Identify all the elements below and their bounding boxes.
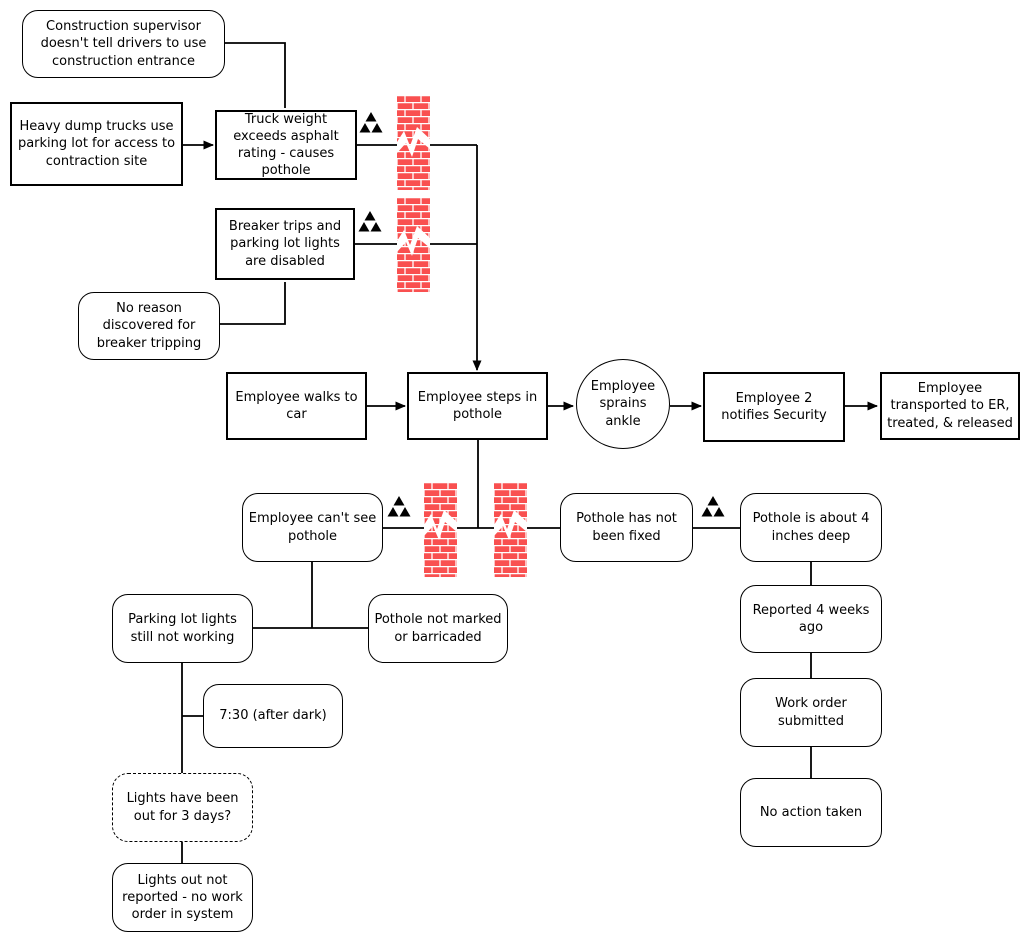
barrier-brick-icon bbox=[397, 95, 430, 190]
node-truck-weight-exceeds[interactable] bbox=[215, 110, 357, 180]
barrier-brick-icon bbox=[494, 482, 527, 577]
edge-supervisor-to-truckweight bbox=[225, 43, 285, 108]
node-label: Construction supervisor doesn't tell drivers to use construction entrance bbox=[40, 19, 207, 69]
node-label: Employee steps in pothole bbox=[417, 389, 538, 422]
node-label: Reported 4 weeks ago bbox=[752, 602, 870, 635]
node-label: Pothole not marked or barricaded bbox=[374, 612, 502, 645]
node-label: 7:30 (after dark) bbox=[219, 708, 327, 724]
node-label: Pothole has not been fixed bbox=[576, 511, 677, 544]
node-lights-not-reported[interactable] bbox=[112, 863, 253, 932]
node-work-order-submitted[interactable] bbox=[740, 678, 882, 747]
node-lights-out-3-days[interactable] bbox=[112, 773, 253, 842]
node-pothole-not-marked[interactable] bbox=[368, 594, 508, 663]
node-label: No reason discovered for breaker tripping bbox=[96, 301, 202, 351]
node-label: Lights out not reported - no work order in system bbox=[122, 872, 243, 923]
node-label: Parking lot lights still not working bbox=[128, 612, 237, 645]
safeguard-triangles-icon bbox=[359, 112, 383, 133]
node-label: Employee 2 notifies Security bbox=[721, 390, 827, 423]
node-label: Breaker trips and parking lot lights are disabled bbox=[228, 219, 342, 269]
node-label: Employee sprains ankle bbox=[590, 379, 656, 429]
barrier-brick-icon bbox=[397, 197, 430, 292]
node-pothole-4-inches-deep[interactable] bbox=[740, 493, 882, 562]
edge-noreason-to-breaker bbox=[220, 282, 285, 324]
node-label: Employee transported to ER, treated, & released bbox=[887, 381, 1013, 431]
barrier-brick-icon bbox=[424, 482, 457, 577]
node-no-reason-breaker[interactable] bbox=[78, 292, 220, 360]
node-pothole-not-fixed[interactable] bbox=[560, 493, 693, 562]
safeguard-triangles-icon bbox=[387, 496, 411, 517]
node-label: Work order submitted bbox=[775, 696, 847, 729]
node-reported-4-weeks[interactable] bbox=[740, 585, 882, 653]
node-label: Heavy dump trucks use parking lot for access to contraction site bbox=[17, 119, 176, 169]
node-breaker-trips[interactable] bbox=[215, 208, 355, 280]
node-label: Employee walks to car bbox=[235, 389, 358, 422]
node-label: Pothole is about 4 inches deep bbox=[752, 511, 870, 544]
node-label: Truck weight exceeds asphalt rating - causes pothole bbox=[233, 111, 339, 179]
node-employee-steps-pothole[interactable] bbox=[407, 372, 548, 440]
node-employee-transported-er[interactable] bbox=[880, 372, 1020, 440]
node-label: Lights have been out for 3 days? bbox=[126, 791, 239, 824]
node-730-after-dark[interactable] bbox=[203, 684, 343, 748]
node-employee2-notifies-security[interactable] bbox=[703, 372, 845, 442]
safeguard-triangles-icon bbox=[358, 211, 382, 232]
node-employee-walks[interactable] bbox=[226, 372, 367, 440]
node-employee-sprains-ankle[interactable] bbox=[576, 359, 670, 449]
node-construction-supervisor[interactable] bbox=[22, 10, 225, 78]
node-no-action-taken[interactable] bbox=[740, 778, 882, 847]
node-employee-cant-see-pothole[interactable] bbox=[242, 493, 383, 562]
node-heavy-dump-trucks[interactable] bbox=[10, 102, 183, 186]
node-label: No action taken bbox=[759, 804, 863, 820]
safeguard-triangles-icon bbox=[701, 496, 725, 517]
node-parking-lights-not-working[interactable] bbox=[112, 594, 253, 663]
node-label: Employee can't see pothole bbox=[248, 511, 377, 544]
